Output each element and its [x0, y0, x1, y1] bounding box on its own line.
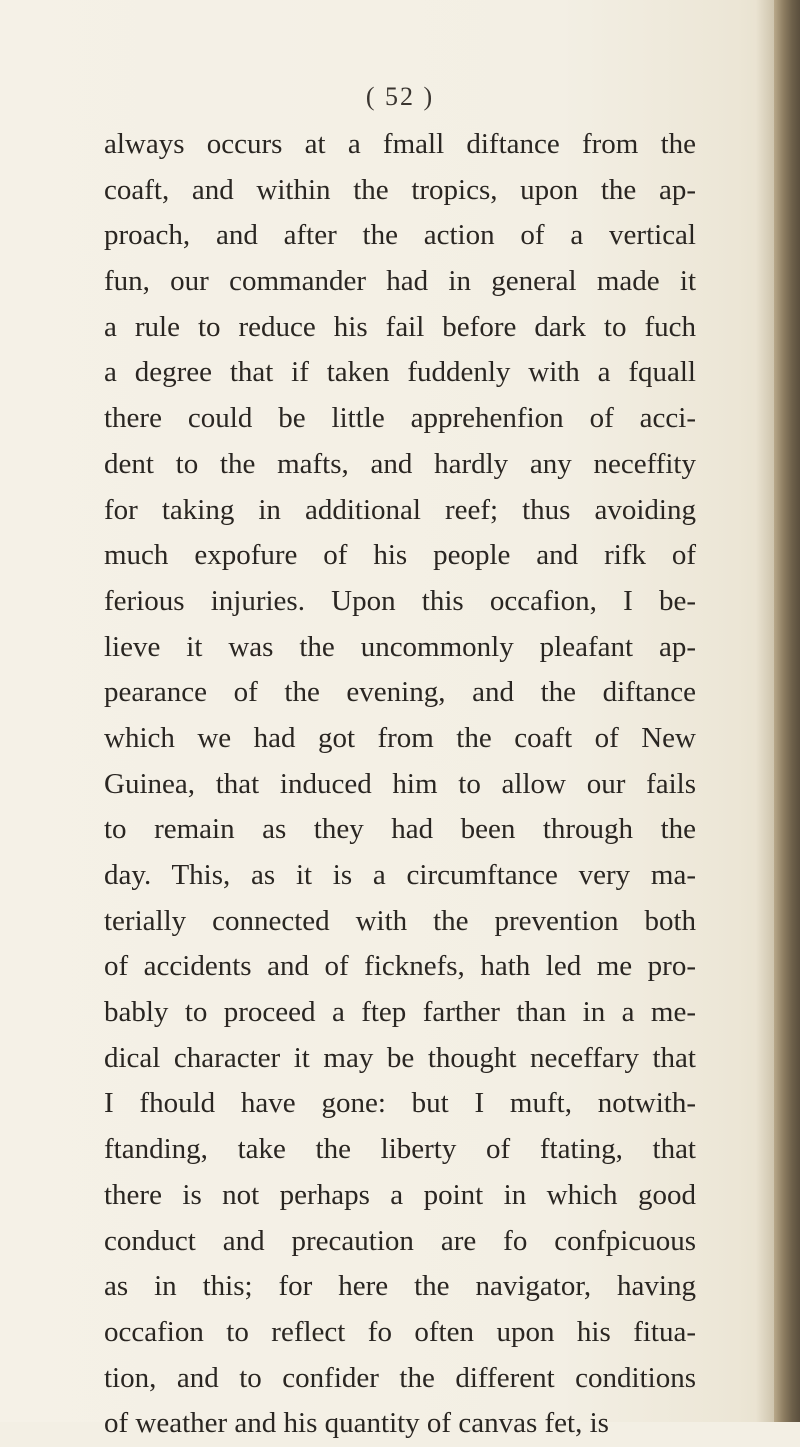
text-line: dical character it may be thought neceffary that: [104, 1041, 696, 1074]
text-line: always occurs at a fmall diftance from the: [104, 128, 696, 160]
text-line: fun, our commander had in general made it: [104, 265, 696, 298]
text-line: day. This, as it is a circumftance very ma-: [104, 859, 696, 891]
text-line: bably to proceed a ftep farther than in a me-: [104, 996, 696, 1029]
text-line: for taking in additional reef; thus avoiding: [104, 493, 696, 526]
text-line: as in this; for here the navigator, having: [104, 1270, 696, 1303]
text-line: terially connected with the prevention both: [104, 904, 696, 937]
text-line: which we had got from the coaft of New: [104, 721, 696, 754]
text-line: of accidents and of ficknefs, hath led me pro-: [104, 950, 696, 983]
text-line: there could be little apprehenfion of acci-: [104, 402, 696, 435]
page-number: ( 52 ): [365, 82, 435, 111]
binding-shadow: [756, 0, 774, 1422]
text-line: proach, and after the action of a vertical: [104, 219, 696, 252]
text-line: of weather and his quantity of canvas fet, is: [104, 1407, 609, 1440]
text-line: conduct and precaution are fo confpicuous: [104, 1224, 696, 1257]
text-line: occafion to reflect fo often upon his fitua-: [104, 1315, 696, 1348]
text-line: Guinea, that induced him to allow our fails: [104, 767, 696, 800]
book-binding-edge: [774, 0, 800, 1422]
text-line: ferious injuries. Upon this occafion, I be-: [104, 584, 696, 617]
text-line: dent to the mafts, and hardly any neceffity: [104, 447, 696, 480]
text-line: ftanding, take the liberty of ftating, that: [104, 1133, 696, 1166]
text-line: there is not perhaps a point in which good: [104, 1178, 696, 1211]
text-line: lieve it was the uncommonly pleafant ap-: [104, 630, 696, 663]
text-line: coaft, and within the tropics, upon the ap-: [104, 173, 696, 206]
text-line: a rule to reduce his fail before dark to fuch: [104, 310, 696, 343]
text-line: I fhould have gone: but I muft, notwith-: [104, 1087, 696, 1120]
text-line: to remain as they had been through the: [104, 813, 696, 846]
text-line: much expofure of his people and rifk of: [104, 539, 696, 572]
text-line: pearance of the evening, and the diftance: [104, 676, 696, 709]
body-text: [104, 122, 696, 1447]
text-line: a degree that if taken fuddenly with a fquall: [104, 356, 696, 389]
text-line: tion, and to confider the different conditions: [104, 1361, 696, 1394]
